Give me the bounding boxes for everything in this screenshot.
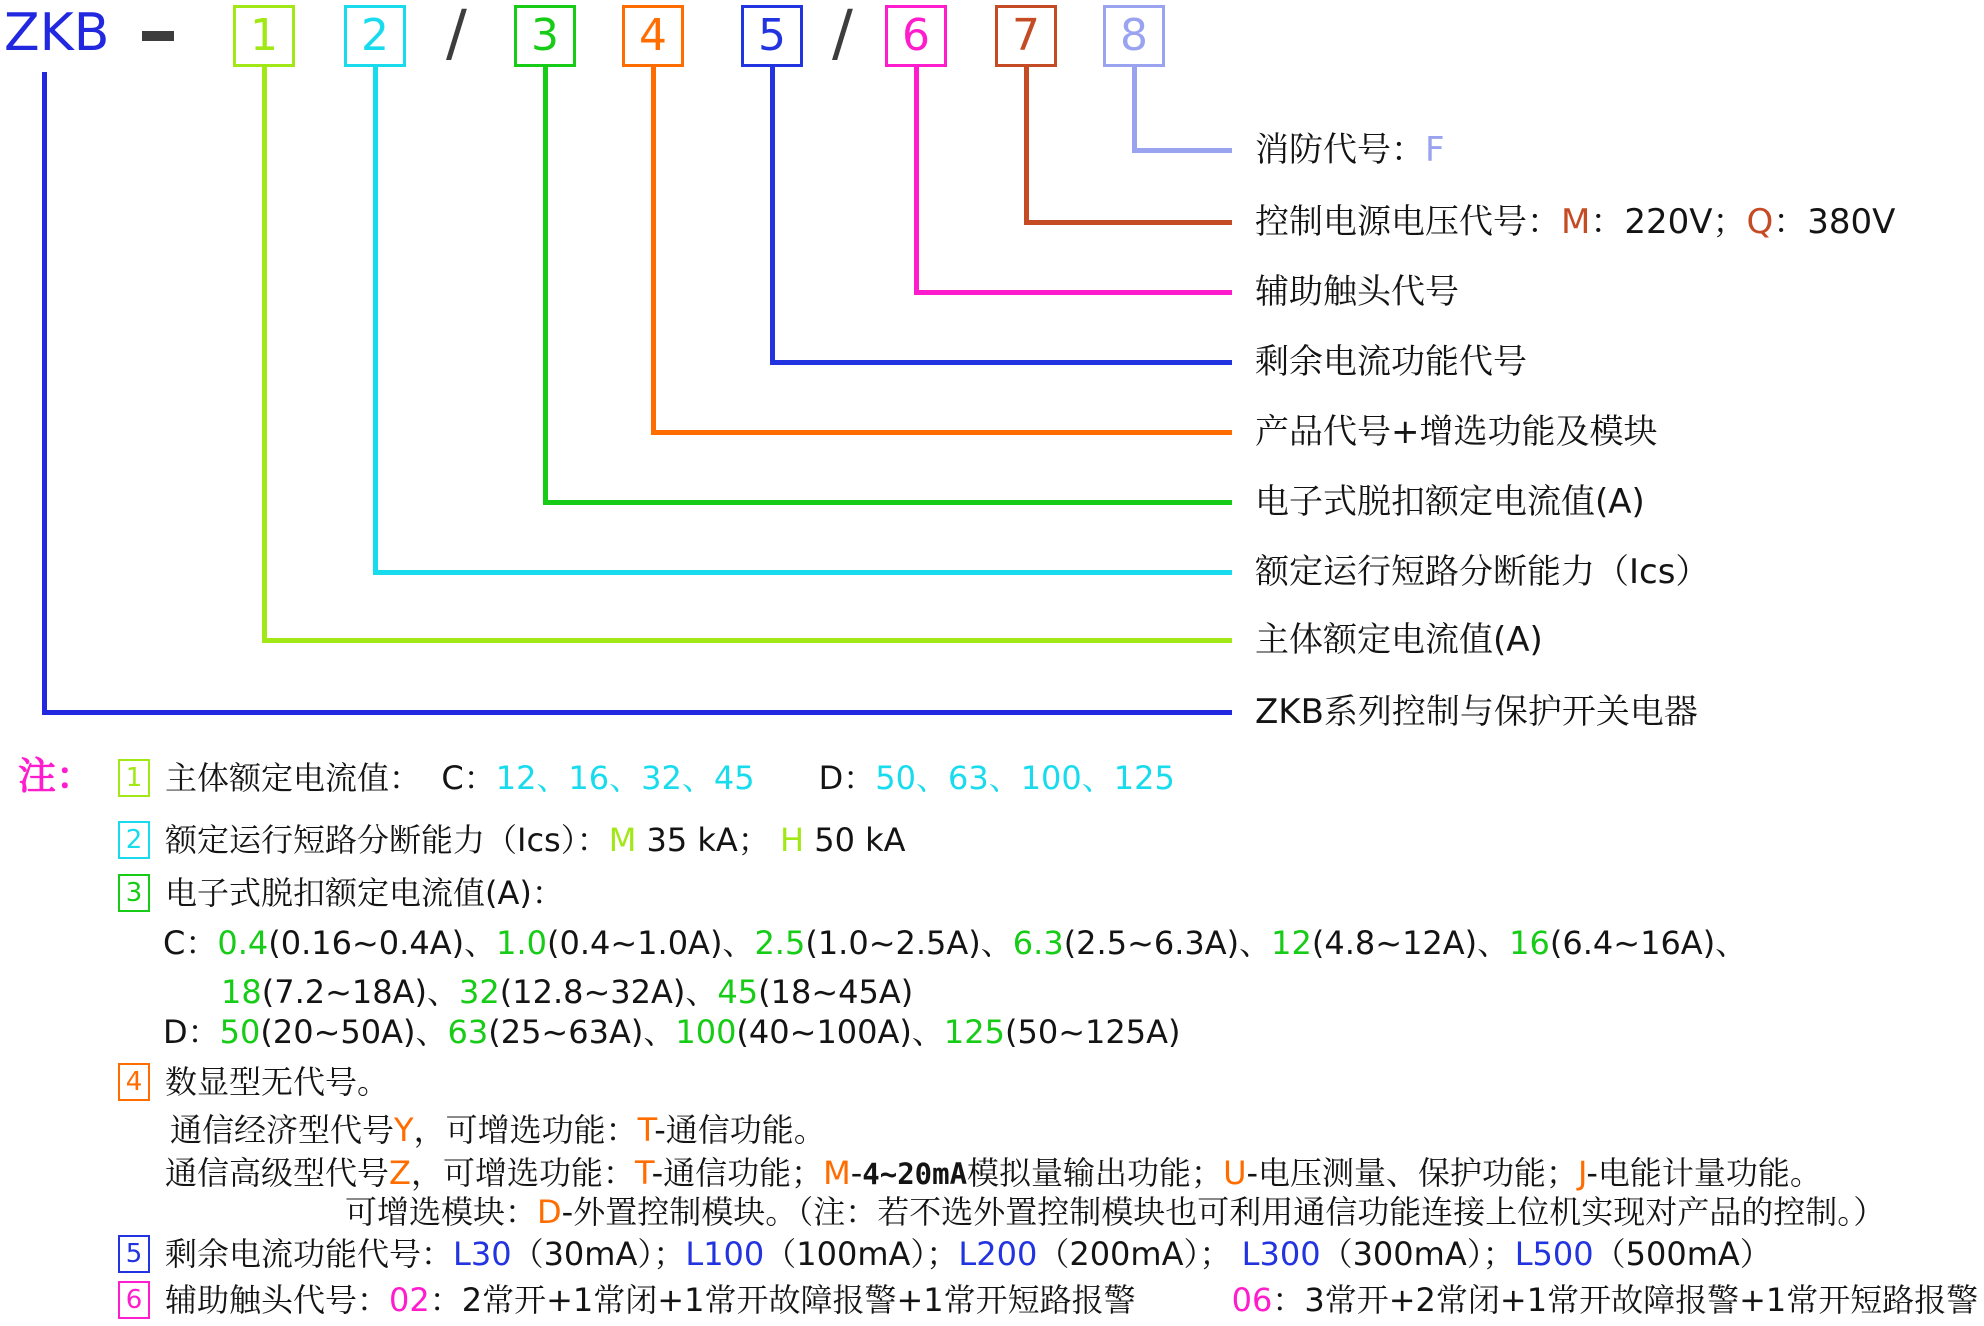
note-4 (165, 1060, 389, 1104)
note-number-box-3: 3 (118, 874, 150, 912)
text-segment: 0.4 (217, 924, 269, 962)
callout-vline-6 (914, 67, 919, 295)
note-3 (165, 871, 564, 915)
model-digit-box-7: 7 (995, 5, 1057, 67)
text-segment: (25~63A)、 (488, 1013, 676, 1051)
text-segment: 2.5 (754, 924, 806, 962)
note-3-c2 (221, 970, 913, 1014)
note-4-y (170, 1108, 826, 1152)
text-segment: (18~45A) (758, 973, 914, 1011)
text-segment: 控制电源电压代号： (1255, 202, 1561, 242)
text-segment: 50、63、100、125 (875, 759, 1175, 797)
model-digit-box-8: 8 (1103, 5, 1165, 67)
note-number-box-1: 1 (118, 759, 150, 797)
text-segment: 4~20mA (862, 1157, 968, 1191)
text-segment: 02 (389, 1281, 430, 1319)
text-segment: 可增选模块： (345, 1193, 538, 1231)
text-segment: -通信功能； (651, 1154, 824, 1192)
model-digit-box-4: 4 (622, 5, 684, 67)
text-segment: （200mA）； (1037, 1235, 1242, 1273)
text-segment: 辅助触头代号 (1255, 272, 1459, 312)
callout-vline-5 (770, 67, 775, 365)
callout-hline-7 (1024, 220, 1232, 225)
text-segment: 50 kA (804, 821, 906, 859)
text-segment: 主体额定电流值： C： (165, 759, 496, 797)
callout-hline-8 (1132, 148, 1232, 153)
text-segment: 6.3 (1012, 924, 1064, 962)
text-segment: 辅助触头代号： (165, 1281, 390, 1319)
callout-vline-3 (543, 67, 548, 505)
callout-vline-4 (651, 67, 656, 435)
text-segment: 63 (447, 1013, 489, 1051)
text-segment: -电能计量功能。 (1586, 1154, 1822, 1192)
text-segment: M (823, 1154, 851, 1192)
callout-label-2 (1255, 550, 1709, 594)
model-digit-box-2: 2 (344, 5, 406, 67)
note-2 (165, 818, 906, 862)
text-segment: 主体额定电流值(A) (1255, 620, 1543, 660)
text-segment: 额定运行短路分断能力（Ics）： (165, 821, 609, 859)
text-segment: （300mA）； (1320, 1235, 1515, 1273)
text-segment: L500 (1514, 1235, 1594, 1273)
text-segment: ，可增选功能： (413, 1111, 638, 1149)
text-segment: 模拟量输出功能； (967, 1154, 1224, 1192)
text-segment: M (1561, 202, 1591, 242)
note-3-d (163, 1010, 1180, 1054)
text-segment: M (608, 821, 637, 859)
text-segment: （30mA）； (511, 1235, 686, 1273)
text-segment: - (850, 1154, 863, 1192)
text-segment: J (1578, 1154, 1587, 1192)
text-segment: 剩余电流功能代号： (165, 1235, 454, 1273)
text-segment: -外置控制模块。（注：若不选外置控制模块也可利用通信功能连接上位机实现对产品的控制。） (561, 1193, 1886, 1231)
text-segment: 16 (1509, 924, 1550, 962)
text-segment: Y (394, 1111, 414, 1149)
text-segment: L200 (958, 1235, 1038, 1273)
text-segment: 消防代号： (1255, 130, 1425, 170)
text-segment: Z (389, 1154, 411, 1192)
text-segment: (4.8~12A)、 (1311, 924, 1510, 962)
callout-label-4 (1255, 410, 1658, 454)
callout-hline-2 (373, 570, 1232, 575)
text-segment: （500mA） (1593, 1235, 1772, 1273)
text-segment: 18 (221, 973, 262, 1011)
note-6 (165, 1278, 1978, 1322)
callout-label-3 (1255, 480, 1645, 524)
callout-label-1 (1255, 618, 1543, 662)
text-segment: 通信高级型代号 (165, 1154, 390, 1192)
text-segment: L30 (453, 1235, 512, 1273)
text-segment: Q (1746, 202, 1774, 242)
text-segment: (12.8~32A)、 (499, 973, 718, 1011)
text-segment: ：220V； (1590, 202, 1747, 242)
text-segment: 45 (717, 973, 759, 1011)
series-prefix: ZKB (4, 3, 110, 63)
text-segment: (2.5~6.3A)、 (1063, 924, 1272, 962)
callout-vline-8 (1132, 67, 1137, 153)
text-segment: 通信经济型代号 (170, 1111, 395, 1149)
text-segment: L300 (1241, 1235, 1321, 1273)
callout-vline-1 (262, 67, 267, 643)
text-segment: F (1425, 130, 1445, 170)
text-segment: D： (754, 759, 876, 797)
text-segment: (20~50A)、 (260, 1013, 448, 1051)
callout-label-6 (1255, 270, 1459, 314)
text-segment: 12、16、32、45 (495, 759, 755, 797)
text-segment: (1.0~2.5A)、 (805, 924, 1013, 962)
model-digit-box-1: 1 (233, 5, 295, 67)
text-segment: T (637, 1111, 655, 1149)
text-segment: 06 (1231, 1281, 1273, 1319)
text-segment: ：2常开+1常闭+1常开故障报警+1常开短路报警 (429, 1281, 1136, 1319)
dash-separator (142, 31, 174, 41)
text-segment: 剩余电流功能代号 (1255, 342, 1527, 382)
text-segment: H (780, 821, 805, 859)
text-segment: 电子式脱扣额定电流值(A) (1255, 482, 1645, 522)
text-segment: ：3常开+2常闭+1常开故障报警+1常开短路报警 (1272, 1281, 1979, 1319)
text-segment: 产品代号+增选功能及模块 (1255, 412, 1658, 452)
text-segment: (40~100A)、 (736, 1013, 944, 1051)
callout-hline-ZKB (42, 710, 1232, 715)
text-segment: T (634, 1154, 652, 1192)
text-segment: 125 (943, 1013, 1005, 1051)
text-segment: D： (163, 1013, 220, 1051)
note-5 (165, 1232, 1772, 1276)
text-segment: (7.2~18A)、 (261, 973, 460, 1011)
text-segment: (0.4~1.0A)、 (546, 924, 755, 962)
text-segment: ZKB系列控制与保护开关电器 (1255, 692, 1698, 732)
callout-hline-3 (543, 500, 1232, 505)
text-segment: 数显型无代号。 (165, 1063, 390, 1101)
note-number-box-2: 2 (118, 821, 150, 859)
callout-vline-7 (1024, 67, 1029, 225)
text-segment: (6.4~16A)、 (1549, 924, 1748, 962)
callout-label-8 (1255, 128, 1445, 172)
text-segment: 额定运行短路分断能力（Ics） (1255, 552, 1710, 592)
callout-label-ZKB (1255, 690, 1698, 734)
text-segment: U (1223, 1154, 1247, 1192)
text-segment: 50 (219, 1013, 261, 1051)
callout-hline-1 (262, 638, 1232, 643)
model-digit-box-5: 5 (741, 5, 803, 67)
callout-vline-2 (373, 67, 378, 575)
text-segment: (50~125A) (1004, 1013, 1181, 1051)
slash-separator-2: / (832, 0, 853, 69)
callout-label-7 (1255, 200, 1895, 244)
text-segment: ，可增选功能： (410, 1154, 635, 1192)
text-segment: 1.0 (496, 924, 547, 962)
text-segment: 电子式脱扣额定电流值(A)： (165, 874, 564, 912)
text-segment: 12 (1271, 924, 1312, 962)
model-digit-box-6: 6 (885, 5, 947, 67)
text-segment: -电压测量、保护功能； (1246, 1154, 1579, 1192)
note-1 (165, 756, 1175, 800)
text-segment: 32 (459, 973, 500, 1011)
callout-vline-ZKB (42, 72, 47, 715)
note-number-box-5: 5 (118, 1235, 150, 1273)
text-segment: C： (163, 924, 218, 962)
text-segment: （100mA）； (764, 1235, 959, 1273)
slash-separator-1: / (446, 0, 467, 69)
text-segment: 35 kA； (636, 821, 780, 859)
text-segment: 100 (675, 1013, 737, 1051)
callout-hline-6 (914, 290, 1232, 295)
callout-label-5 (1255, 340, 1527, 384)
text-segment: D (537, 1193, 562, 1231)
text-segment: (0.16~0.4A)、 (268, 924, 497, 962)
text-segment (1136, 1281, 1232, 1319)
callout-hline-4 (651, 430, 1232, 435)
text-segment: ：380V (1773, 202, 1896, 242)
text-segment: L100 (685, 1235, 765, 1273)
note-4-module (345, 1190, 1885, 1234)
text-segment: -通信功能。 (654, 1111, 826, 1149)
notes-label: 注： (18, 754, 95, 798)
callout-hline-5 (770, 360, 1232, 365)
note-number-box-6: 6 (118, 1281, 150, 1319)
model-digit-box-3: 3 (514, 5, 576, 67)
note-number-box-4: 4 (118, 1063, 150, 1101)
note-3-c (163, 921, 1747, 965)
